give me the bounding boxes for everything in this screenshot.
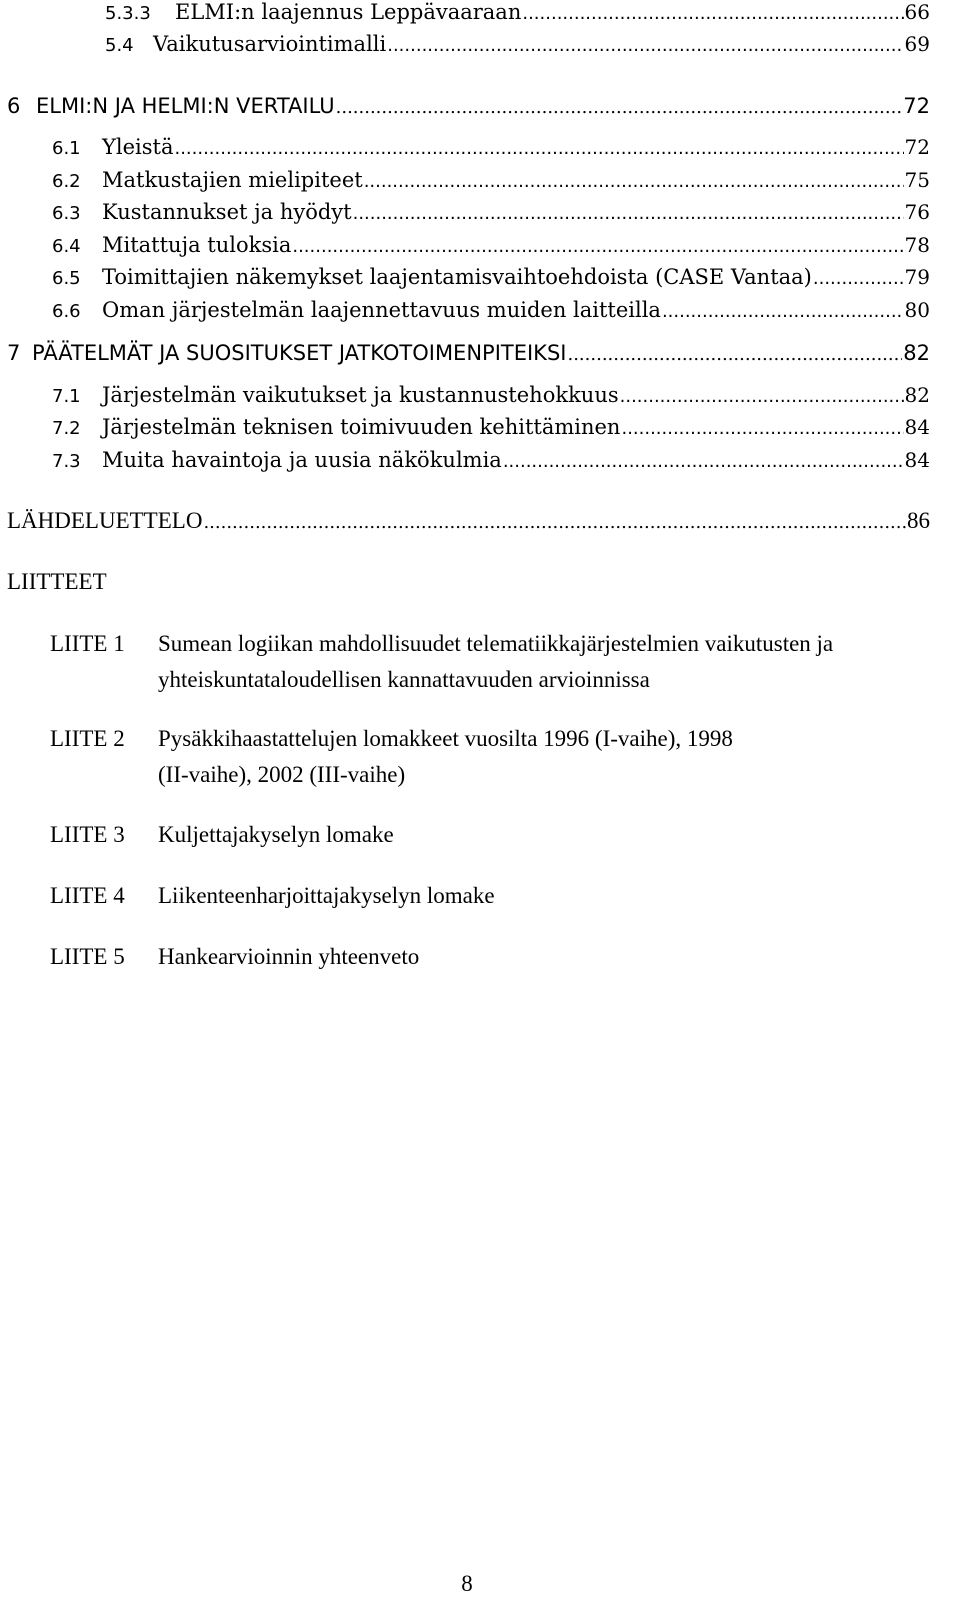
toc-entry-number: 6.1 — [52, 138, 81, 159]
toc-entry-number: 6.6 — [52, 301, 81, 322]
appendix-text: Hankearvioinnin yhteenveto — [158, 944, 420, 969]
toc-entry-number: 6.3 — [52, 203, 81, 224]
toc-entry-page: 69 — [904, 32, 930, 56]
toc-entry-page: 75 — [904, 168, 930, 192]
toc-entry-number: 7 — [7, 341, 21, 365]
toc-entry-page: 86 — [907, 508, 930, 533]
toc-entry-title: PÄÄTELMÄT JA SUOSITUKSET JATKOTOIMENPITEIKSI — [32, 341, 567, 365]
dot-leader — [621, 418, 903, 439]
appendix-label: LIITE 4 — [50, 883, 125, 908]
appendix-label: LIITE 2 — [50, 726, 125, 751]
appendix-entry[interactable] — [50, 817, 938, 853]
dot-leader — [662, 301, 904, 322]
appendix-text: Pysäkkihaastattelujen lomakkeet vuosilta 1996 (I-vaihe), 1998 (II-vaihe), 2002 (III-vaihe) — [158, 726, 733, 787]
toc-entry[interactable] — [105, 0, 930, 24]
toc-entry-page: 76 — [904, 200, 930, 224]
toc-entry-page: 82 — [904, 383, 930, 407]
dot-leader — [522, 3, 903, 24]
toc-entry[interactable] — [105, 32, 930, 56]
toc-chapter-entry[interactable] — [7, 94, 930, 118]
toc-entry-number: 6.4 — [52, 236, 81, 257]
toc-entry-page: 79 — [904, 265, 930, 289]
toc-entry[interactable] — [52, 383, 930, 407]
page-number: 8 — [461, 1571, 473, 1596]
appendix-label: LIITE 1 — [50, 631, 125, 656]
toc-entry-number: 6.5 — [52, 268, 81, 289]
dot-leader — [336, 97, 903, 118]
toc-entry-title: Järjestelmän vaikutukset ja kustannustehokkuus — [102, 383, 619, 407]
toc-entry[interactable] — [52, 135, 930, 159]
appendix-entry[interactable] — [50, 721, 768, 793]
toc-chapter-entry[interactable] — [7, 341, 930, 365]
toc-entry-page: 72 — [904, 135, 930, 159]
toc-entry[interactable] — [52, 200, 930, 224]
toc-entry-title: Mitattuja tuloksia — [102, 233, 292, 257]
toc-entry[interactable] — [52, 448, 930, 472]
toc-entry-number: 6.2 — [52, 171, 81, 192]
toc-entry-title: Järjestelmän teknisen toimivuuden kehittäminen — [102, 415, 621, 439]
appendix-text: Liikenteenharjoittajakyselyn lomake — [158, 883, 495, 908]
toc-entry-title: Kustannukset ja hyödyt — [102, 200, 352, 224]
toc-entry-title: Oman järjestelmän laajennettavuus muiden laitteilla — [102, 298, 661, 322]
dot-leader — [620, 386, 904, 407]
toc-entry-number: 7.3 — [52, 451, 81, 472]
dot-leader — [387, 35, 903, 56]
dot-leader — [364, 171, 904, 192]
toc-entry-page: 84 — [904, 448, 930, 472]
appendix-label: LIITE 5 — [50, 944, 125, 969]
toc-entry-title: ELMI:N JA HELMI:N VERTAILU — [36, 94, 335, 118]
toc-entry-page: 66 — [904, 0, 930, 24]
toc-entry-title: ELMI:n laajennus Leppävaaraan — [175, 0, 522, 24]
toc-entry-title: Muita havaintoja ja uusia näkökulmia — [102, 448, 502, 472]
appendix-entry[interactable] — [50, 878, 938, 914]
appendix-entry[interactable] — [50, 939, 938, 975]
toc-entry-page: 80 — [904, 298, 930, 322]
dot-leader — [503, 451, 904, 472]
toc-entry-page: 82 — [903, 341, 930, 365]
toc-entry-number: 6 — [7, 94, 21, 118]
dot-leader — [203, 512, 906, 533]
appendix-text: Sumean logiikan mahdollisuudet telematiikkajärjestelmien vaikutusten ja yhteiskuntataloudellisen kannattavuuden arvioinnissa — [158, 631, 834, 692]
toc-references-entry[interactable] — [7, 508, 930, 534]
appendix-entry[interactable] — [50, 626, 938, 698]
appendix-text: Kuljettajakyselyn lomake — [158, 822, 394, 847]
toc-entry-number: 7.2 — [52, 418, 81, 439]
toc-entry-page: 72 — [903, 94, 930, 118]
dot-leader — [567, 344, 902, 365]
toc-entry-number: 5.3.3 — [105, 3, 151, 24]
toc-entry-title: Vaikutusarviointimalli — [153, 32, 387, 56]
toc-entry-title: Toimittajien näkemykset laajentamisvaihtoehdoista (CASE Vantaa) — [102, 265, 812, 289]
toc-entry[interactable] — [52, 265, 930, 289]
dot-leader — [174, 138, 903, 159]
appendices-heading: LIITTEET — [7, 569, 107, 594]
toc-entry-page: 78 — [904, 233, 930, 257]
toc-entry-number: 7.1 — [52, 386, 81, 407]
toc-entry-title: LÄHDELUETTELO — [7, 508, 203, 533]
toc-entry-page: 84 — [904, 415, 930, 439]
appendix-label: LIITE 3 — [50, 822, 125, 847]
dot-leader — [292, 236, 903, 257]
toc-entry[interactable] — [52, 233, 930, 257]
toc-entry-title: Matkustajien mielipiteet — [102, 168, 363, 192]
toc-entry-title: Yleistä — [102, 135, 174, 159]
dot-leader — [353, 203, 904, 224]
toc-entry[interactable] — [52, 298, 930, 322]
toc-entry[interactable] — [52, 168, 930, 192]
dot-leader — [813, 268, 904, 289]
toc-entry-number: 5.4 — [105, 35, 134, 56]
toc-entry[interactable] — [52, 415, 930, 439]
